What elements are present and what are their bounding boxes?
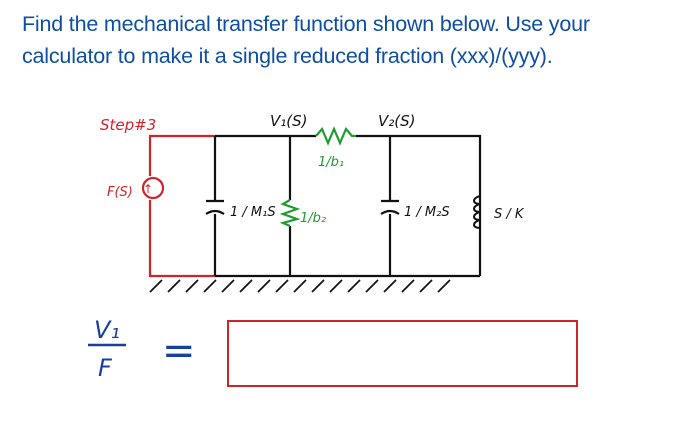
answer-box[interactable] xyxy=(228,321,577,386)
mass1-capacitor xyxy=(206,201,224,214)
mass1-label: 1 / M₁S xyxy=(230,205,276,220)
source-label: F(S) xyxy=(107,185,133,200)
equals-sign: = xyxy=(162,328,196,374)
step-label: Step#3 xyxy=(100,116,157,134)
fraction-numerator: V₁ xyxy=(94,316,121,344)
mass2-capacitor xyxy=(381,201,399,214)
mass2-label: 1 / M₂S xyxy=(404,205,450,220)
force-source-arrow: ↑ xyxy=(142,182,154,196)
source-branch xyxy=(143,136,215,276)
node2-label: V₂(S) xyxy=(378,112,416,130)
fraction-denominator: F xyxy=(98,354,112,382)
series-damper-zigzag xyxy=(316,129,356,143)
question-line-1: Find the mechanical transfer function shown below. Use your xyxy=(22,12,590,36)
ground-hatch xyxy=(150,280,450,292)
damper2-zigzag xyxy=(283,200,297,226)
series-damper-label: 1/b₁ xyxy=(318,155,345,170)
damper2-label: 1/b₂ xyxy=(300,211,327,226)
node1-label: V₁(S) xyxy=(270,112,308,130)
spring-label: S / K xyxy=(494,207,524,222)
question-line-2: calculator to make it a single reduced fraction (xxx)/(yyy). xyxy=(22,44,553,68)
